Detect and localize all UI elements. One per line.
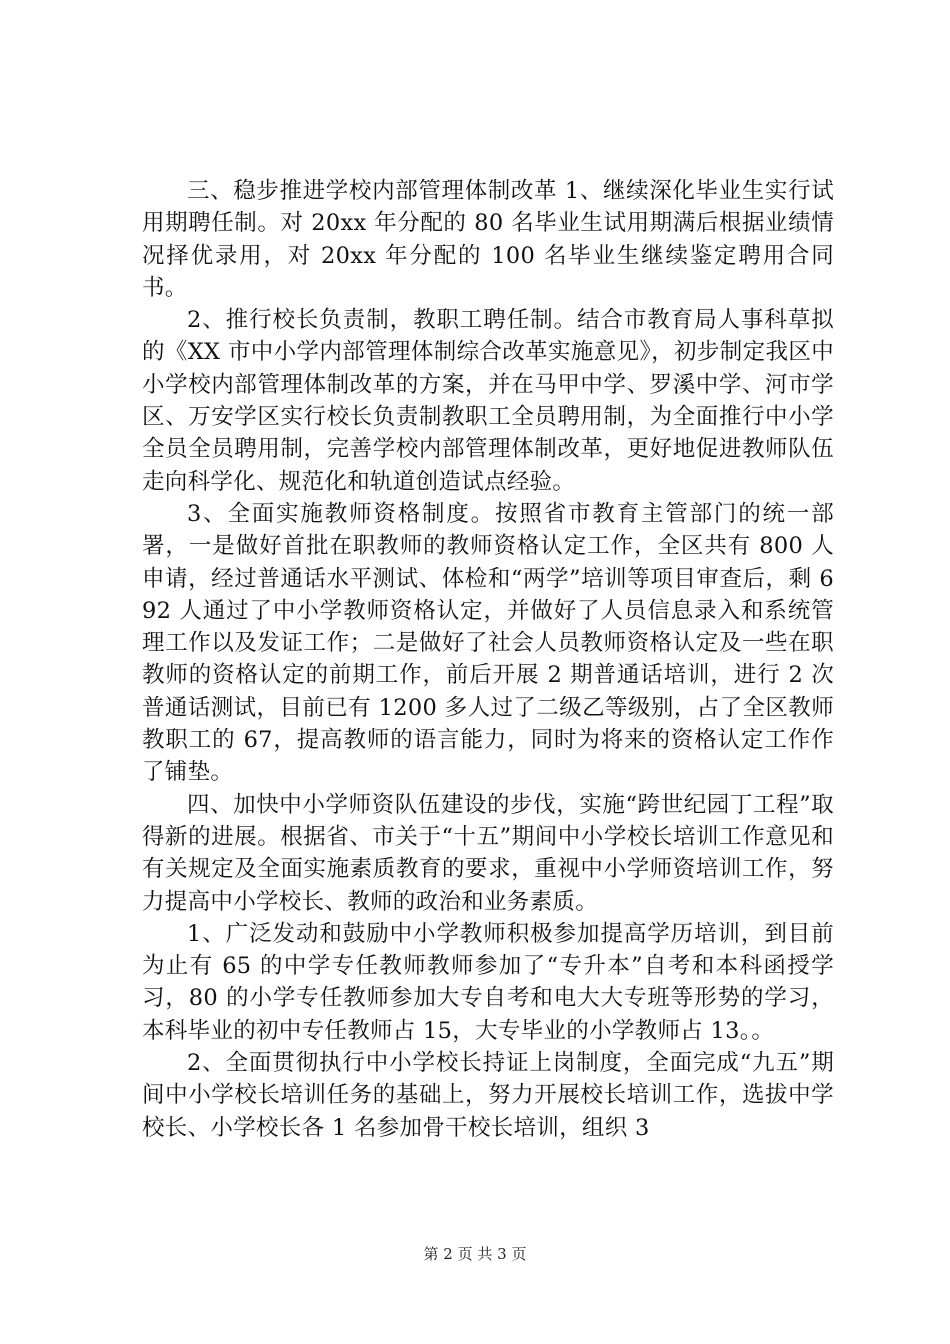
paragraph-reform-section: 三、稳步推进学校内部管理体制改革 1、继续深化毕业生实行试用期聘任制。对 20xx 年分配的 80 名毕业生试用期满后根据业绩情况择优录用，对 20xx 年分配的 100 名毕业生继续鉴定聘用合同书。 (142, 178, 834, 301)
page-footer: 第 2 页 共 3 页 (423, 1245, 527, 1263)
document-body (142, 175, 834, 1144)
paragraph-teacher-qualification: 3、全面实施教师资格制度。按照省市教育主管部门的统一部署，一是做好首批在职教师的教师资格认定工作，全区共有 800 人申请，经过普通话水平测试、体检和“两学”培训等项目审查后，剩 692 人通过了中小学教师资格认定，并做好了人员信息录入和系统管理工作以及发证工作；二是做好了社会人员教师资格认定及一些在职教师的资格认定的前期工作，前后开展 2 期普通话培训，进行 2 次普通话测试，目前已有 1200 多人过了二级乙等级别，占了全区教师教职工的 67，提高教师的语言能力，同时为将来的资格认定工作作了铺垫。 (142, 500, 834, 786)
paragraph-teacher-team-building: 四、加快中小学师资队伍建设的步伐，实施“跨世纪园丁工程”取得新的进展。根据省、市关于“十五”期间中小学校长培训工作意见和有关规定及全面实施素质教育的要求，重视中小学师资培训工作，努力提高中小学校长、教师的政治和业务素质。 (142, 791, 834, 915)
paragraph-degree-training: 1、广泛发动和鼓励中小学教师积极参加提高学历培训，到目前为止有 65 的中学专任教师教师参加了“专升本”自考和本科函授学习，80 的小学专任教师参加大专自考和电大大专班等形势的学习，本科毕业的初中专任教师占 15，大专毕业的小学教师占 13。。 (142, 920, 834, 1044)
paragraph-principal-certification: 2、全面贯彻执行中小学校长持证上岗制度，全面完成“九五”期间中小学校长培训任务的基础上，努力开展校长培训工作，选拔中学校长、小学校长各 1 名参加骨干校长培训，组织 3 (142, 1050, 834, 1141)
paragraph-principal-responsibility: 2、推行校长负责制，教职工聘任制。结合市教育局人事科草拟的《XX 市中小学内部管理体制综合改革实施意见》，初步制定我区中小学校内部管理体制改革的方案，并在马甲中学、罗溪中学、河市学区、万安学区实行校长负责制教职工全员聘用制，为全面推行中小学全员全员聘用制，完善学校内部管理体制改革，更好地促进教师队伍走向科学化、规范化和轨道创造试点经验。 (142, 307, 834, 495)
